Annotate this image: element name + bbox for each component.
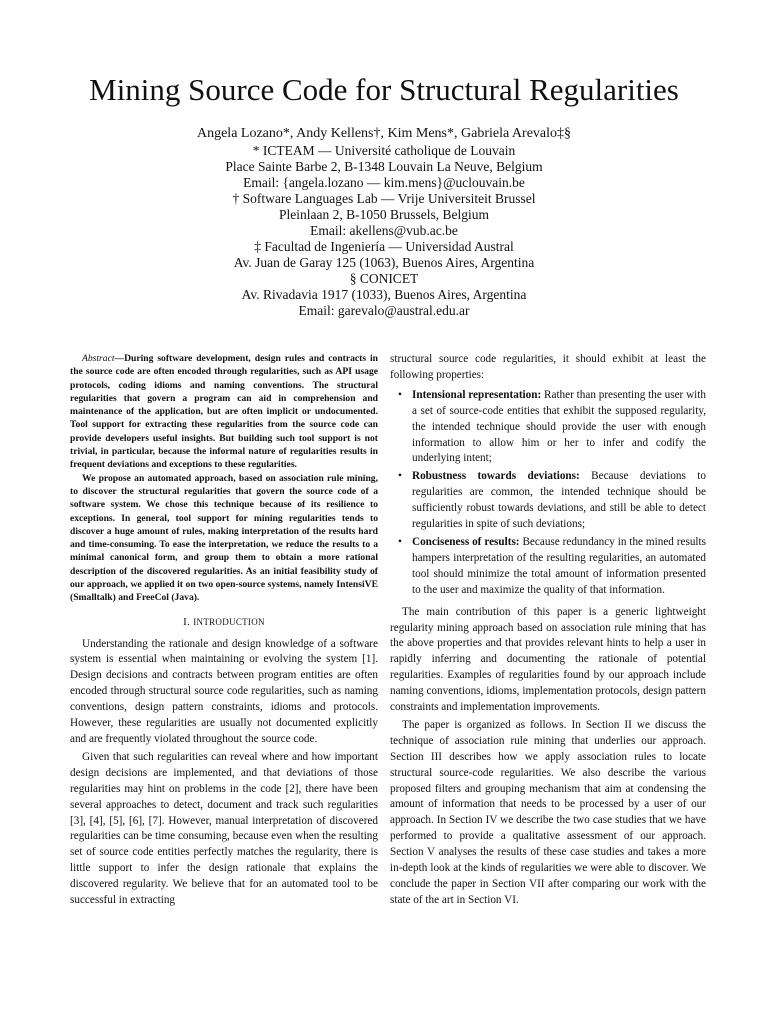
- right-column: [390, 352, 706, 909]
- affiliation-line: Av. Juan de Garay 125 (1063), Buenos Aires, Argentina: [233, 255, 535, 270]
- list-item: • Intensional representation: Rather than presenting the user with a set of source-code entities that exhibit the supposed regularity, the intended technique should provide the user with enough information to allow him or her to infer and codify the underlying intent;: [398, 388, 706, 465]
- affiliation-line: Place Sainte Barbe 2, B-1348 Louvain La Neuve, Belgium: [225, 159, 543, 174]
- affiliation-line: Av. Rivadavia 1917 (1033), Buenos Aires, Argentina: [241, 287, 527, 302]
- abstract-paragraph: We propose an automated approach, based on association rule mining, to discover the structural regularities that govern the source code of a software system. We chose this technique because of its resilience to exceptions. In general, tool support for mining regularities tends to discover a huge amount of rules, making interpretation of the results hard and time-consuming. To ease the interpretation, we reduce the results to a minimal canonical form, and group them to obtain a more rational description of the discovered regularities. As an initial feasibility study of our approach, we applied it on two open-source systems, namely IntensiVE (Smalltalk) and FreeCol (Java).: [70, 472, 378, 604]
- section-heading: I. INTRODUCTION: [183, 615, 265, 628]
- affiliation-line: § CONICET: [349, 271, 419, 286]
- body-paragraph: The main contribution of this paper is a generic lightweight regularity mining approach based on association rule mining that has the above properties and that provides relevant hints to help a user in rapidly inferring and documenting the rationale of potential regularities. Examples of regularities found by our approach include naming conventions, idioms, implementation protocols, design pattern constraints and implementation improvements.: [390, 605, 706, 714]
- email-line: Email: garevalo@austral.edu.ar: [298, 303, 470, 318]
- body-paragraph: Understanding the rationale and design knowledge of a software system is essential when maintaining or evolving the system [1]. Design decisions and contracts between program entities are often encoded through structural source code regularities, such as naming conventions, design pattern constraints, idioms and protocols. However, these regularities are usually not documented explicitly and are frequently violated throughout the source code.: [70, 637, 378, 745]
- affiliation-line: * ICTEAM — Université catholique de Louvain: [252, 143, 516, 158]
- email-line: Email: {angela.lozano — kim.mens}@uclouvain.be: [243, 175, 525, 190]
- abstract-paragraph: Abstract—During software development, design rules and contracts in the source code are often encoded through regularities, such as API usage protocols, coding idioms and naming conventions. The structural regularities that govern a program can aid in comprehension and maintenance of the application, but are often implicit or undocumented. Tool support for extracting these regularities from the source code can provide developers useful insights. But building such tool support is not trivial, in particular, because the informal nature of regularities results in frequent deviations and exceptions to these regularities.: [70, 353, 378, 471]
- affiliation-line: Pleinlaan 2, B-1050 Brussels, Belgium: [279, 207, 489, 222]
- body-paragraph: The paper is organized as follows. In Section II we discuss the technique of association rule mining that underlies our approach. Section III describes how we apply association rules to locate structural source-code regularities. We also describe the various proposed filters and grouping mechanism that aim at condensing the amount of information that needs to be processed by a user of our approach. In Section IV we describe the two case studies that we have performed to provide a qualitative assessment of our approach. Section V analyses the results of these case studies and takes a more in-depth look at the kinds of regularities we were able to discover. We conclude the paper in Section VII after comparing our work with the state of the art in Section VI.: [390, 718, 706, 906]
- bullet-icon: •: [398, 388, 402, 401]
- affiliation-line: † Software Languages Lab — Vrije Universiteit Brussel: [232, 191, 536, 206]
- list-item: • Conciseness of results: Because redundancy in the mined results hampers interpretation of the resulting regularities, an automated tool should minimize the total amount of information presented to the user and maximize the quality of that information.: [398, 535, 706, 596]
- list-item: • Robustness towards deviations: Because deviations to regularities are common, the intended technique should be sufficiently robust towards deviations, and still be able to detect regularities in spite of such deviations;: [398, 470, 706, 531]
- properties-list: [390, 388, 706, 599]
- paper-title: Mining Source Code for Structural Regularities: [89, 72, 679, 107]
- abstract: [70, 352, 378, 605]
- bullet-icon: •: [398, 535, 402, 548]
- author-block: [0, 126, 768, 319]
- left-column: [70, 352, 378, 909]
- affiliation-line: ‡ Facultad de Ingeniería — Universidad Austral: [254, 239, 514, 254]
- body-paragraph: structural source code regularities, it should exhibit at least the following properties:: [390, 353, 706, 381]
- body-paragraph: Given that such regularities can reveal where and how important design decisions are implemented, and that deviations of those regularities may hint on problems in the code [2], there have been several approaches to detect, document and track such regularities [3], [4], [5], [6], [7]. However, manual interpretation of discovered regularities can be time consuming, because even when the resulting set of source code entities perfectly matches the regularity, there is little support to infer the design rationale that explains the discovered regularity. We believe that for an automated tool to be successful in extracting: [70, 750, 378, 907]
- email-line: Email: akellens@vub.ac.be: [310, 223, 458, 238]
- bullet-icon: •: [398, 470, 402, 483]
- author-names: Angela Lozano*, Andy Kellens†, Kim Mens*, Gabriela Arevalo‡§: [196, 126, 572, 141]
- abstract-label: Abstract: [82, 353, 115, 364]
